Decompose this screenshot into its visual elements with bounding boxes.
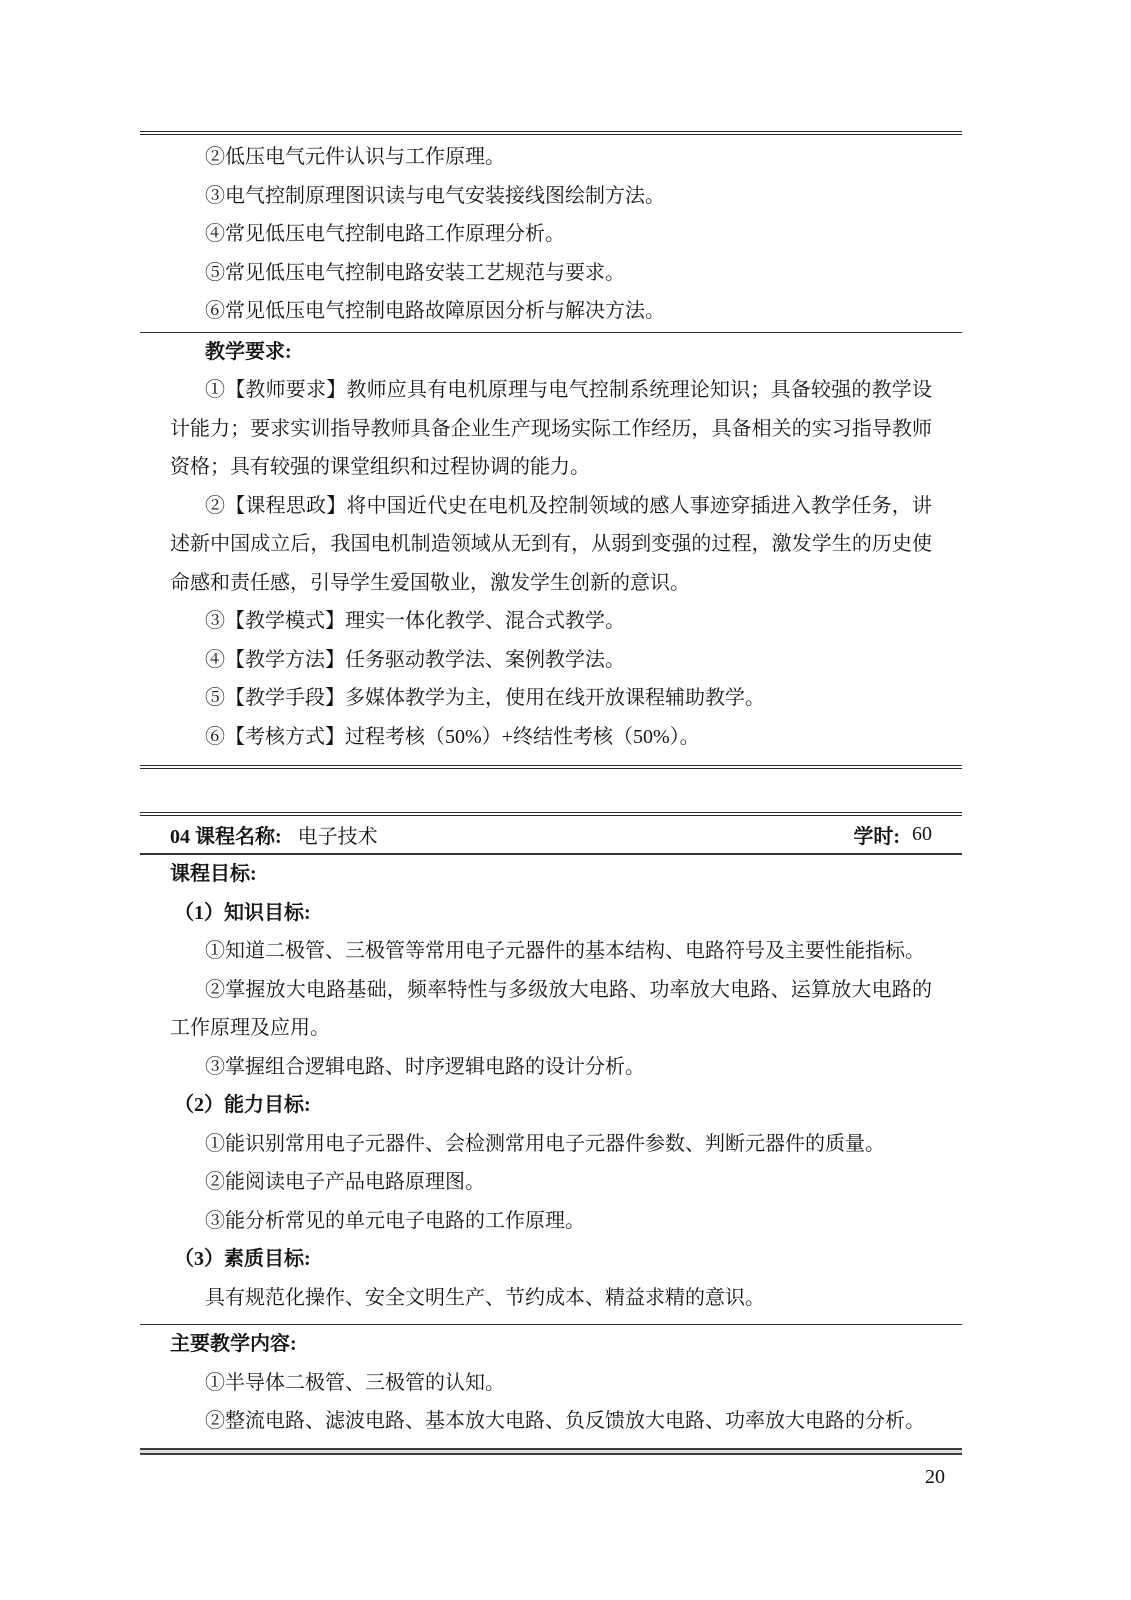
objective-item: ②掌握放大电路基础，频率特性与多级放大电路、功率放大电路、运算放大电路的工作原理及应用。 bbox=[170, 978, 932, 1039]
requirement-item: ②【课程思政】将中国近代史在电机及控制领域的感人事迹穿插进入教学任务，讲述新中国成立后，我国电机制造领域从无到有，从弱到变强的过程，激发学生的历史使命感和责任感，引导学生爱国敬业，激发学生创新的意识。 bbox=[170, 494, 932, 594]
content-item: ②低压电气元件认识与工作原理。 bbox=[205, 146, 505, 168]
main-content-item: ②整流电路、滤波电路、基本放大电路、负反馈放大电路、功率放大电路的分析。 bbox=[205, 1410, 925, 1432]
requirement-item: ⑥【考核方式】过程考核（50%）+终结性考核（50%）。 bbox=[205, 725, 700, 748]
table-cell-content-list bbox=[140, 135, 962, 332]
course-name: 电子技术 bbox=[297, 826, 378, 848]
objective-item: ①知道二极管、三极管等常用电子元器件的基本结构、电路符号及主要性能指标。 bbox=[205, 940, 925, 962]
table-cell-main-teaching-content bbox=[140, 1324, 962, 1448]
requirement-item: ③【教学模式】理实一体化教学、混合式教学。 bbox=[205, 610, 625, 632]
hours-value: 60 bbox=[912, 823, 932, 845]
hours-label: 学时: bbox=[853, 826, 900, 848]
teaching-requirements-header: 教学要求: bbox=[205, 340, 292, 363]
page-number: 20 bbox=[925, 1466, 945, 1488]
objective-item: 具有规范化操作、安全文明生产、节约成本、精益求精的意识。 bbox=[205, 1286, 765, 1309]
objective-group-title: （3）素质目标: bbox=[174, 1248, 311, 1270]
requirement-item: ①【教师要求】教师应具有电机原理与电气控制系统理论知识；具备较强的教学设计能力；要求实训指导教师具备企业生产现场实际工作经历，具备相关的实习指导教师资格；具有较强的课堂组织和过程协调的能力。 bbox=[170, 379, 932, 478]
objective-item: ①能识别常用电子元器件、会检测常用电子元器件参数、判断元器件的质量。 bbox=[205, 1132, 885, 1155]
main-content-header: 主要教学内容: bbox=[170, 1333, 297, 1355]
course-table-electrical-control bbox=[140, 131, 962, 769]
course-number-label: 04 课程名称: bbox=[170, 826, 282, 848]
objective-group-title: （1）知识目标: bbox=[174, 901, 311, 924]
content-item: ⑤常见低压电气控制电路安装工艺规范与要求。 bbox=[205, 261, 625, 284]
requirement-item: ④【教学方法】任务驱动教学法、案例教学法。 bbox=[205, 648, 625, 671]
course-title-row bbox=[140, 816, 962, 855]
main-content-item: ①半导体二极管、三极管的认知。 bbox=[205, 1371, 505, 1394]
requirement-item: ⑤【教学手段】多媒体教学为主，使用在线开放课程辅助教学。 bbox=[205, 687, 765, 709]
table-cell-teaching-requirements bbox=[140, 332, 962, 766]
objective-item: ③掌握组合逻辑电路、时序逻辑电路的设计分析。 bbox=[205, 1055, 645, 1078]
objectives-header: 课程目标: bbox=[170, 863, 257, 885]
course-table-electronics bbox=[140, 812, 962, 1455]
objective-item: ③能分析常见的单元电子电路的工作原理。 bbox=[205, 1209, 585, 1232]
objective-group-title: （2）能力目标: bbox=[174, 1094, 311, 1116]
content-item: ④常见低压电气控制电路工作原理分析。 bbox=[205, 223, 565, 245]
page-content bbox=[140, 131, 962, 1455]
content-item: ⑥常见低压电气控制电路故障原因分析与解决方法。 bbox=[205, 300, 665, 322]
table-cell-course-objectives bbox=[140, 855, 962, 1324]
table-bottom-border bbox=[140, 1448, 962, 1455]
objective-item: ②能阅读电子产品电路原理图。 bbox=[205, 1171, 485, 1193]
content-item: ③电气控制原理图识读与电气安装接线图绘制方法。 bbox=[205, 184, 665, 207]
